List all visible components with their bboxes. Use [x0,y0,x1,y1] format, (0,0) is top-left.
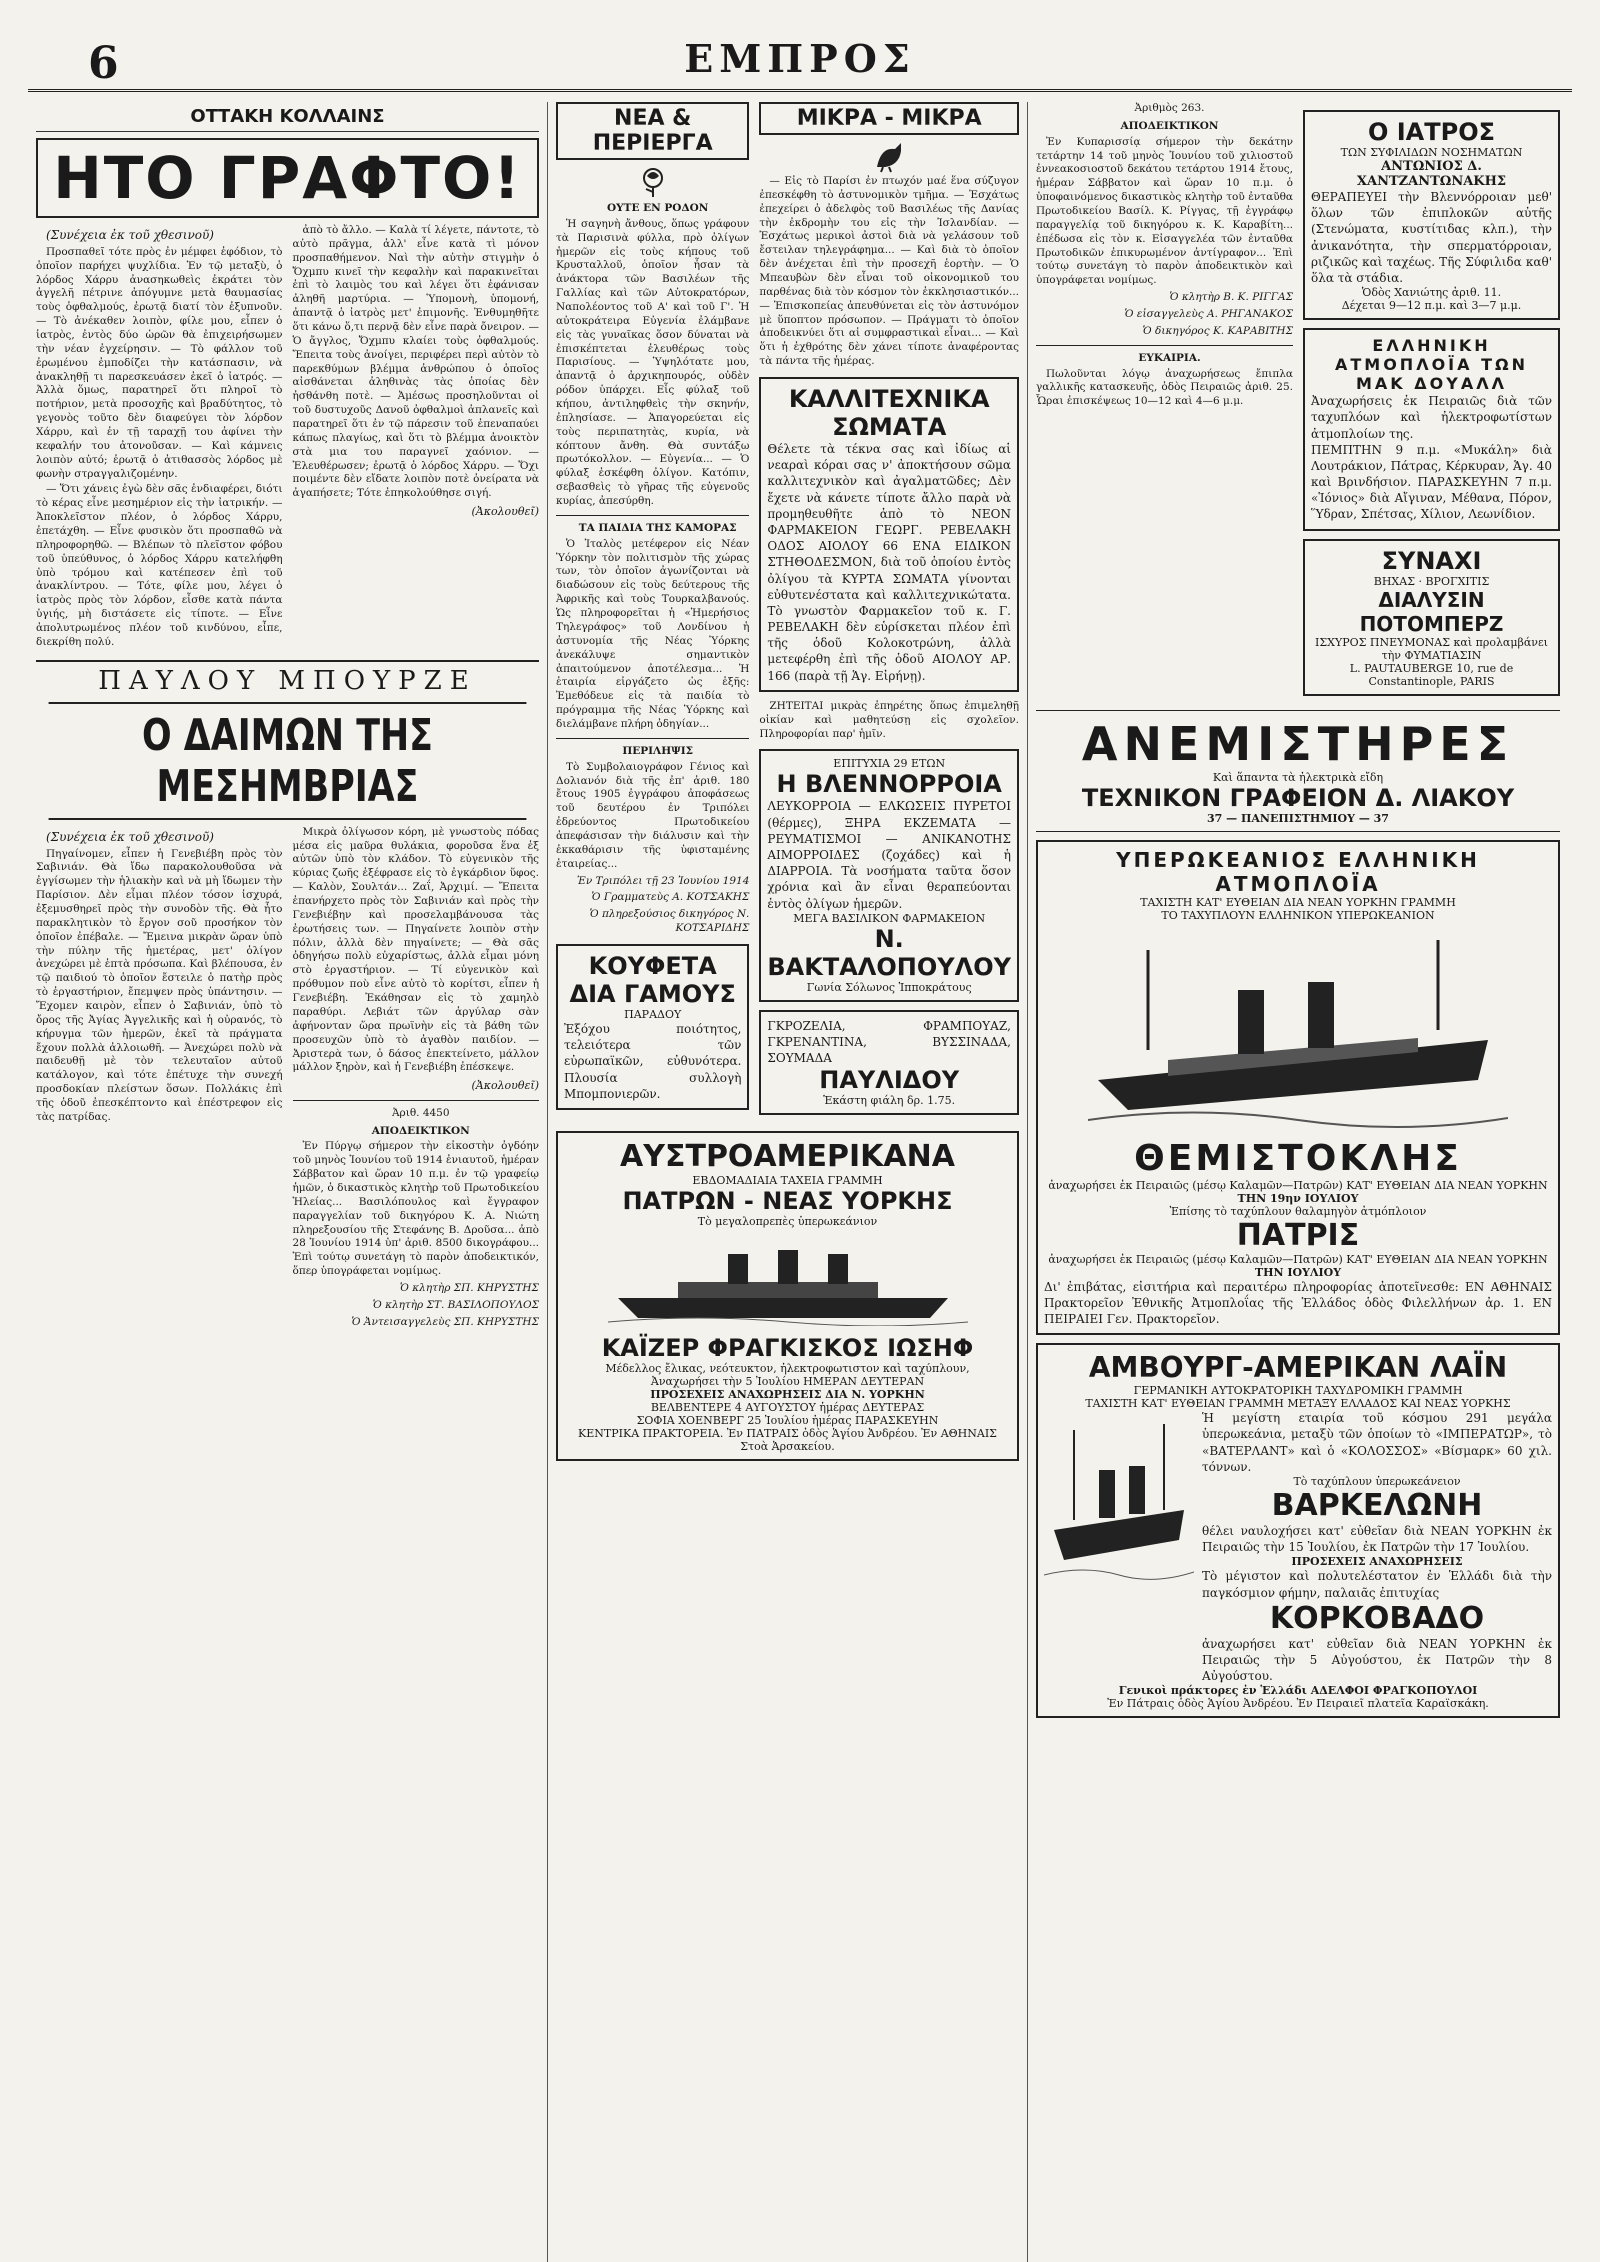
small-news-text: — Εἰς τὸ Παρίσι ἐν πτωχόν μαέ ἕνα σύζυγον ἐπεσκέφθη τὸ ἀστυνομικὸν τμῆμα. — Ἐσχάτως ἐπεχείρει ὁ ἀδελφὸς τοῦ Βασιλέως τῆς Δανίας τὴν ἐκδρομὴν του εἰς τὴν Ἰσλανδίαν. — Ἐσχάτως μερικοὶ ἀστοὶ διὰ νὰ γελάσουν τοῦ ἔστειλαν τηλεγράφημα... — Καὶ διὰ τὸ ὁποῖον δὲν ἀνέχεται ἐπὶ τὴν προσεχῆ ἑορτὴν. — Ὁ Μπεαυβὼν δὲν εἶναι τοῦ οἰκονομικοῦ του παρθένας διὰ τὸν κόσμον τὸν ἐκκλησιαστικόν... — Ἐπισκοπείας ἀπευθύνεται εἰς τὸν ἀστυνόμον μὲ ὕποπτον πρόσωπον. — Πράγματι τὸ ὁποῖον ἀποδεικνύει ὅτι αἱ συμφραστικαὶ εἶναι... — Καὶ ὅτι ἡ ἐχθρότης δὲν χάνει τίποτε ἀναφέροντας τὰ πάντα τῆς ἡμέρας. [759,175,1019,368]
hellenic-sub2: ΤΟ ΤΑΧΥΠΛΟΥΝ ΕΛΛΗΝΙΚΟΝ ΥΠΕΡΩΚΕΑΝΙΟΝ [1161,908,1435,922]
serial-b-text-1: Πηγαίνομεν, εἶπεν ἡ Γενεβιέβη πρὸς τὸν Σαβινιάν. Θὰ ἴδω παρακολουθοῦσα νὰ ἐγγίσωμεν τὴν ἡλιακὴν καὶ νὰ μὴ ἴδωμεν τὴν Παρίσιον. Δὲν εἶμαι πλέον τόσον ἰσχυρά, ἐξεμυσθηρεῖ πρὸς τὴν συνοδὸν τῆς. Θὰ ἦτο παρακλητικὸν τὸ ἔργον σοῦ προσήκον τὸν ὁποῖον ἐπέβαλε. — Ἔμεινα μικρὰν ὥραν ὑπὸ τὴν πύλην τῆς ἡμετέρας, μετ' ὀλίγον ἀνεχώρει μὲ ἑπτὰ πρόσωπα. Καὶ βλέπουσα, ἐν τῷ παιδιού τὸ ὁποῖον ἔστειλε ὁ πατὴρ πρὸς τὸ ἐργαστήριον, ἔπεμψεν πρὸς ὑπάντησιν. — Ἔχομεν καιρὸν, εἶπεν ὁ Σαβινιάν, ὑπὸ τὸ ὄρος τῆς Ἀγίας Ἀγγελικῆς καὶ ἡ οὐρανός, τὸ κήρυγμα τῶν ἡμερῶν, ἐκεῖ τὰ πράγματα ἔχουν πολλὰ ἀλλοιωθῆ. — Ἀνεχώρει πολὺ νὰ παιδευθῇ μὲ τὸν τελευταῖον αὐτοῦ κατάλογον, καὶ τότε ἐπέτυχε τὴν συνεχή προσδοκίαν πλείστων ὅσων. Πολλάκις ἐπὶ τῆς ὁδοῦ ἐπεσκέπτοντο καὶ ἐπέστρεφον εἰς τὰς πατρίδας. [36,847,283,1123]
macdouall-head: ΕΛΛΗΝΙΚΗ ΑΤΜΟΠΛΟΪΑ ΤΩΝ ΜΑΚ ΔΟΥΑΛΛ [1334,336,1528,394]
hamburg-ship-pre: Τὸ ταχύπλουν ὑπερωκεάνειον [1293,1474,1461,1488]
hamburg-next-text: Τὸ μέγιστον καὶ πολυτελέστατον ἐν Ἑλλάδι διὰ τὴν παγκόσμιον φήμην, παλαιᾶς ἐπιτυχίας [1202,1569,1552,1600]
fans-head: ΑΝΕΜΙΣΤΗΡΕΣ [1081,716,1515,771]
syrup-address: L. PAUTAUBERGE 10, rue de Constantinople, PARIS [1349,661,1514,688]
masthead [28,30,1572,92]
news-b-head: ΤΑ ΠΑΙΔΙΑ ΤΗΣ ΚΑΜΟΡΑΣ [578,521,737,534]
news-a-head: ΟΥΤΕ ΕΝ ΡΟΔΟΝ [607,202,709,214]
serial-a-body [36,224,539,652]
hamburg-sub2: ΤΑΧΙΣΤΗ ΚΑΤ' ΕΥΘΕΙΑΝ ΓΡΑΜΜΗ ΜΕΤΑΞΥ ΕΛΛΑΔΟΣ ΚΑΙ ΝΕΑΣ ΥΟΡΚΗΣ [1085,1397,1511,1411]
summary-signature: Ὁ Γραμματεὺς Α. ΚΟΤΣΑΚΗΣ [591,891,750,904]
macdouall-schedule: ΠΕΜΠΤΗΝ 9 π.μ. «Μυκάλη» διὰ Λουτράκιον, Πάτρας, Κέρκυραν, Ἁγ. 40 καὶ Βρινδήσιον. ΠΑΡΑΣΚΕΥΗΝ 7 π.μ. «Ἱόνιος» διὰ Αἴγιναν, Μέθανα, Πόρον, Ὕδραν, Σπέτσας, Χίλιον, Λεωνίδιον. [1311,442,1552,522]
column-ads [1028,102,1568,2262]
ad-bodies [759,377,1019,692]
page-number: 6 [88,38,119,89]
austro-line-2: Ἀναχωρήσει τὴν 5 Ἰουλίου ΗΜΕΡΑΝ ΔΕΥΤΕΡΑΝ [650,1375,925,1389]
austro-sub2: Τὸ μεγαλοπρεπὲς ὑπερωκεάνιον [697,1215,878,1229]
serial-title-a: ΗΤΟ ΓΡΑΦΤΟ! [36,138,539,218]
serial-a-subhead: (Συνέχεια ἐκ τοῦ χθεσινοῦ) [46,228,214,242]
syrup-name: ΔΙΑΛΥΣΙΝ ΠΟΤΟΜΠΕΡΖ [1359,587,1504,636]
rose-icon [633,164,673,198]
syrup-body: ΙΣΧΥΡΟΣ ΠΝΕΥΜΟΝΑΣ καὶ προλαμβάνει τὴν ΦΥΜΑΤΙΑΣΙΝ [1314,635,1548,662]
news-section-head: ΝΕΑ & ΠΕΡΙΕΡΓΑ [556,102,749,160]
ad-macdouall [1303,328,1560,531]
patris-date: ΤΗΝ ΙΟΥΛΙΟΥ [1254,1265,1342,1279]
ad-bodies-title: ΚΑΛΛΙΤΕΧΝΙΚΑ ΣΩΜΑΤΑ [788,385,990,442]
fans-shop: ΤΕΧΝΙΚΟΝ ΓΡΑΦΕΙΟΝ Δ. ΛΙΑΚΟΥ [1081,783,1515,812]
summary-date: Ἐν Τριπόλει τῇ 23 Ἰουνίου 1914 [576,874,750,887]
patris-text: ἀναχωρήσει ἐκ Πειραιῶς (μέσῳ Καλαμῶν—Πατρῶν) ΚΑΤ' ΕΥΘΕΙΑΝ ΔΙΑ ΝΕΑΝ ΥΟΡΚΗΝ [1048,1252,1548,1266]
ad-pharmacy-address: Γωνία Σόλωνος Ἱπποκράτους [806,980,972,994]
hamburg-head: ΑΜΒΟΥΡΓ-ΑΜΕΡΙΚΑΝ ΛΑΪΝ [1088,1351,1508,1385]
hamburg-agent: Γενικοὶ πράκτορες ἐν Ἑλλάδι ΑΔΕΛΦΟΙ ΦΡΑΓΚΟΠΟΥΛΟΙ [1118,1684,1478,1698]
ad-koufeta-title: ΚΟΥΦΕΤΑ ΔΙΑ ΓΑΜΟΥΣ [569,951,736,1008]
notice-title: ΑΠΟΔΕΙΚΤΙΚΟΝ [371,1124,470,1137]
patris-pre: Ἐπίσης τὸ ταχύπλουν θαλαμηγὸν ἀτμόπλοιον [1169,1204,1427,1218]
news-a-text: Ἡ σαγηνὴ ἄνθους, ὅπως γράφουν τὰ Παρισινὰ φύλλα, πρὸ ὀλίγων ἡμερῶν εἰς τοὺς κήπους τοῦ Κρυσταλλοῦ, ὁποῖον ἦσαν τὰ ἀνάκτορα τῶν Βασιλέων τῆς Γαλλίας καὶ τῶν Αὐτοκρατόρων, Ναπολέοντος τοῦ Α' καὶ τοῦ Γ'. Ἡ αὐτοκράτειρα Εὐγενία ἐλάμβανε εἰς τὰς γυναῖκας ὅσον δύναται νὰ ἐπισκέπτεται ἐλευθέρως τοὺς Παρισίους. — Ὑψηλότατε μου, ἀπαντᾷ ὁ ἀρχικηπουρός, οὐδὲν ρόδον ὑπάρχει. Εἷς φύλαξ τοῦ κήπου, ἀντιληφθεὶς τὴν σκηνήν, ἐπλησίασε. — Ἀπαγορεύεται εἰς τοὺς περιπατητὰς, κυρία, νὰ κόπτουν ἄνθη. Θὰ συντάξω πρωτόκολλον. — Εὐγενία... — Ὁ φύλαξ ἐσκέφθη ὀλίγον. Κατόπιν, σεβασθεὶς τὸ γῆρας τῆς εὐγενοῦς κυρίας, ἀπεσύρθη. [556,217,750,508]
legal-notice-sig-c: Ὁ δικηγόρος Κ. ΚΑΡΑΒΙΤΗΣ [1142,324,1293,337]
legal-notice-sig-a: Ὁ κλητὴρ Β. Κ. ΡΙΓΓΑΣ [1169,291,1293,304]
doctor-hours: Δέχεται 9—12 π.μ. καὶ 3—7 μ.μ. [1341,299,1522,313]
austro-route: ΠΑΤΡΩΝ - ΝΕΑΣ ΥΟΡΚΗΣ [622,1187,953,1216]
doctor-name: ΑΝΤΩΝΙΟΣ Δ. ΧΑΝΤΖΑΝΤΩΝΑΚΗΣ [1356,159,1507,189]
notice-signature-c: Ὁ Ἀντεισαγγελεὺς ΣΠ. ΚΗΡΥΣΤΗΣ [351,1315,539,1328]
ad-pharmacy-name: Ν. ΒΑΚΤΑΛΟΠΟΥΛΟΥ [767,924,1011,981]
corcovado-text: ἀναχωρήσει κατ' εὐθεῖαν διὰ ΝΕΑΝ ΥΟΡΚΗΝ ἐκ Πειραιῶς τὴν 5 Αὐγούστου, ἐκ Πατρῶν τὴν 8 Αὐγούστου. [1202,1636,1552,1684]
hamburg-next: ΠΡΟΣΕΧΕΙΣ ΑΝΑΧΩΡΗΣΕΙΣ [1291,1555,1463,1569]
ship-themistoklis: ΘΕΜΙΣΤΟΚΛΗΣ [1134,1137,1462,1179]
ad-syrups-name: ΠΑΥΛΙΔΟΥ [819,1066,960,1095]
ad-hamburg-america [1036,1343,1560,1718]
ad-bodies-body: Θέλετε τὰ τέκνα σας καὶ ἰδίως αἱ νεαραὶ κόραι σας ν' ἀποκτήσουν σῶμα καλλιτεχνικὸν καὶ ἀγαλματῶδες; Δὲν ἔχετε νὰ κάνετε τίποτε ἄλλο παρὰ νὰ προμηθευθῆτε ἀπὸ τὸ ΝΕΟΝ ΦΑΡΜΑΚΕΙΟΝ ΓΕΩΡΓ. ΡΕΒΕΛΑΚΗ ΟΔΟΣ ΑΙΟΛΟΥ 66 ΕΝΑ ΕΙΔΙΚΟΝ ΣΤΗΘΟΔΕΣΜΟΝ, διὰ τοῦ ὁποίου ἐντὸς ὀλίγου τὰ ΚΥΡΤΑ ΣΩΜΑΤΑ γίνονται εὐθυτενέστατα καὶ καλλιτεχνικώτατα. Τὸ γνωστὸν Φαρμακεῖον τοῦ κ. Γ. ΡΕΒΕΛΑΚΗ δὲν εὑρίσκεται πλέον ἐπὶ τῆς ὁδοῦ Κολοκοτρώνη, ἀλλὰ μετεφέρθη ἐπὶ τῆς ὁδοῦ ΑΙΟΛΟΥ ΑΡ. 166 (παρὰ τῇ Ἁγ. Εἰρήνῃ). [767,442,1011,683]
austro-sub: ΕΒΔΟΜΑΔΙΑΙΑ ΤΑΧΕΙΑ ΓΡΑΜΜΗ [692,1174,883,1188]
serial-a-text-2: — Ὅτι χάνεις ἐγὼ δὲν σᾶς ἐνδιαφέρει, διότι τὸ κέρας εἶνε μεσημέριον εἰς τὴν ἰατρικήν. — Ἀποκλεῖστον πλέον, ὁ λόρδος Χάρρυ, ἐπετάχθη. — Εἶνε φυσικὸν ὅτι προσπαθῶ νὰ πληροφορηθῶ. — Βλέπων τὸ πλεῖστον φόβου τοῦ ὑπεύθυνος, ὁ λόρδος Χάρρυ κατελήφθη ὑπὸ τρόμου καὶ κατέπεσεν ἐπὶ τοῦ ἀνακλίντρου. — Τότε, φίλε μου, λέγει ὁ ἰατρὸς πρὸς τὸν λόρδον, εἶσθε κατὰ πάντα ὑγιής, μὴ διστάσετε εἰς τίποτε. — Εἶνε ἀπολυτρωμένος πλέον τοῦ κινδύνου, εἶπε, διεκρίθη πολύ. [36,483,283,648]
sale-head: ΕΥΚΑΙΡΙΑ. [1138,351,1201,364]
syrup-sub: ΒΗΧΑΣ · ΒΡΟΓΧΙΤΙΣ [1373,574,1490,588]
barcelona-text: θέλει ναυλοχήσει κατ' εὐθεῖαν διὰ ΝΕΑΝ ΥΟΡΚΗΝ ἐκ Πειραιῶς τὴν 15 Ἰουλίου, ἐκ Πατρῶν τὴν 17 Ἰουλίου. [1202,1523,1552,1555]
austro-title: ΑΥΣΤΡΟΑΜΕΡΙΚΑΝΑ [620,1139,955,1175]
ad-syrup [1303,539,1560,696]
hellenic-body: Δι' ἐπιβάτας, εἰσιτήρια καὶ περαιτέρω πληροφορίας ἀποτεῖνεσθε: ΕΝ ΑΘΗΝΑΙΣ Πρακτορεῖον Ἐθνικῆς Ἀτμοπλοΐας τῆς Ἑλλάδος ὁδὸς Φιλελλήνων ἀρ. 1. ΕΝ ΠΕΙΡΑΙΕΙ Γεν. Πρακτορεῖον. [1044,1279,1552,1326]
notice-body: Ἐν Πύργῳ σήμερον τὴν εἰκοστὴν ὀγδόην τοῦ μηνὸς Ἰουνίου τοῦ 1914 ἐνιαυτοῦ, ἡμέραν Σάββατον καὶ ὥραν 10 π.μ. ἐν τῷ γραφείῳ ἡμῶν, ὁ δικαστικὸς κλητὴρ τοῦ Πρωτοδικείου Ἡλείας... Βασιλόπουλος καὶ ἔγγραφον παραγγελίαν τοῦ δικηγόρου Κ. Α. Νιώτη πληρεξουσίου τῆς Στεφάνης Β. Δροῦσα... ἀπὸ 28 Ἰουνίου 1914 ὑπ' ἀριθ. 8500 δικογράφου... Ἐπὶ τούτῳ συνετάγη τὸ παρὸν ἀποδεικτικόν, ὅπερ ὑπογράφεται νομίμως. [292,1140,540,1278]
fans-sub: Καὶ ἅπαντα τὰ ἠλεκτρικὰ εἴδη [1212,770,1384,784]
serial-b-text-2: Μικρὰ ὀλίγωσον κόρη, μὲ γνωστοὺς πόδας μέσα εἰς μαῦρα θυλάκια, φοροῦσα ἕνα ἐξ αὐτῶν ὑπὸ τὸν κλάδον. Τὸ εὐγενικὸν τῆς κύριας ζωῆς ἐξέφρασε εἰς τὸ ἐγκάρδιον ὕφος. — Καλὸν, Σουλτάν... Ζαΐ, Ἀρχιμί. — Ἔπειτα ἐπανήρχετο πρὸς τὸν Σαβινιάν καὶ πρὸς τὴν Γενεβιέβην καὶ προσελαμβάνουσα τὰς ἐρωτήσεις των. — Πηγαίνετε λοιπὸν στὴν πόλιν, ἀλλὰ δὲν πηγαίνετε; — Θὰ σᾶς ὁδηγήσω πολὺ εὐχαρίστως, ἀλλὰ εἶμαι μόνη στὸ ἐργαστήριον. — Τί εὐγενικὸν καὶ πρόθυμον ποὺ εἶνε αὐτὸ τὸ κορίτσι, εἶπεν ἡ Γενεβιέβη. Ἐκάθησαν εἰς τὸ χαμηλὸ παραθύρι. Λεβιάτ τῶν ἀργύλαρ σὰν ἀφήνονταν ὥρα πρωϊνὴν εἰς τὰ βάθη τῶν προσευχῶν ὑπὸ τὸ ἀγαθὸν παιδίον. — Ἀριστερὰ των, ὁ δάσος ἐπεκτείνετο, μάλλον μάλλον ξηρὸν, καὶ ἡ Γενεβιέβη ἐπέσκεψε. [292,825,539,1074]
ad-pharmacy [759,749,1019,1001]
serial-a-text-1: Προσπαθεῖ τότε πρὸς ἐν μέμφει ἐφόδιον, τὸ ὁποῖον παρήχει ψυχλίδια. Ἐν τῷ μεταξὺ, ὁ λόρδος Χάρρυ ἀνασηκωθεὶς ἐκράτει τὸν ἀγγελῆ πέτρινε ἀπόγυμνε μετὰ θαυμασίας τοὺς ὀφθαλμούς, ἐρωτᾷ διατί τὸν ἐξυπνοῦν. — Τὸ ἀνέκαθεν λοιπὸν, φίλε μου, εἶπεν ὁ ἰατρὸς, ἐντὸς δύο ὡρῶν θὰ ἐπιχειρήσωμεν τὴν νέαν ἐγχείρησιν. — Τὸ φάλλον τοῦ ἐρωμένου ἐμποδίζει τὴν κατάσπασιν, νὰ ἀνακληθῇ τι παρεσκευάσεν ἐκεῖ ὁ ἰατρός. — Ἀλλὰ ὅμως, παρατηρεῖ ὅτι πληροῖ τὸ ποτήριον, μετὰ προσοχῆς καὶ βραδύτητος, τὸ γεγονὸς τοῦτο δὲν διαφεύγει τὸν λόρδον Χάρρυ, καὶ ἐν τῇ ταραχῇ του ἀφίνει τὴν κεφαλήν του ἀτονοῦσαν. — Καὶ κάμνεις λοιπὸν αὐτό; ἐρωτᾷ ὁ ἀτιθασσὸς λόρδος μὲ φωνὴν στραγγαλιζομένην. [36,245,283,480]
hamburg-address: Ἐν Πάτραις ὁδὸς Ἁγίου Ἀνδρέου. Ἐν Πειραιεῖ πλατεῖα Καραϊσκάκη. [1107,1697,1489,1711]
ad-syrups-body: ΓΚΡΟΖΕΛΙΑ, ΦΡΑΜΠΟΥΑΖ, ΓΚΡΕΝΑΝΤΙΝΑ, ΒΥΣΣΙΝΑΔΑ, ΣΟΥΜΑΔΑ [767,1018,1011,1066]
newspaper-name: ΕΜΠΡΟΣ [684,36,916,81]
ad-pharmacy-body: ΛΕΥΚΟΡΡΟΙΑ — ΕΛΚΩΣΕΙΣ ΠΥΡΕΤΟΙ (θέρμες), ΞΗΡΑ ΕΚΖΕΜΑΤΑ — ΡΕΥΜΑΤΙΣΜΟΙ — ΑΝΙΚΑΝΟΤΗΣ ΑΙΜΟΡΡΟΙΔΕΣ (ζοχάδες) καὶ ἡ ΔΙΑΡΡΟΙΑ. Τὰ νοσήματα ταῦτα ὅσον χρόνια καὶ ἂν εἶναι θεραπεύονται ἐντὸς ὀλίγων ἡμερῶν. [767,799,1011,911]
summary-head: ΠΕΡΙΛΗΨΙΣ [622,744,694,757]
doctor-sub: ΤΩΝ ΣΥΦΙΛΙΔΩΝ ΝΟΣΗΜΑΤΩΝ [1340,146,1523,159]
serial-b-title: Ο ΔΑΙΜΩΝ ΤΗΣ ΜΕΣΗΜΒΡΙΑΣ [49,702,527,820]
ship-patris: ΠΑΤΡΙΣ [1236,1217,1360,1253]
ad-pharmacy-title: Η ΒΛΕΝΝΟΡΡΟΙΑ [776,770,1002,799]
ad-pharmacy-shop: ΜΕΓΑ ΒΑΣΙΛΙΚΟΝ ΦΑΡΜΑΚΕΙΟΝ [793,911,986,925]
hellenic-head: ΥΠΕΡΩΚΕΑΝΙΟΣ ΕΛΛΗΝΙΚΗ ΑΤΜΟΠΛΟΪΑ [1116,847,1480,896]
legal-notice-title: ΑΠΟΔΕΙΚΤΙΚΟΝ [1120,119,1219,132]
ad-koufeta-sub: ΠΑΡΑΔΟΥ [624,1007,682,1021]
legal-notice-body: Ἐν Κυπαρισσίᾳ σήμερον τὴν δεκάτην τετάρτην 14 τοῦ μηνὸς Ἰουνίου τοῦ χιλιοστοῦ ἐννεακοσιοστοῦ δεκάτου τετάρτου 1914 ἔτους, ἡμέραν Σάββατον καὶ ὥραν 10 π.μ. ὁ ὑποφαινόμενος δικαστικὸς κλητὴρ τοῦ ἐνταῦθα Πρωτοδικείου Βασίλ. Κ. Ρίγγας, τῇ ἐγγράφῳ παραγγελίᾳ τοῦ δικηγόρου κ. Κ. Καραβίτη... ἐπέδωσα εἰς τὸν κ. Εἰσαγγελέα τῶν ἐνταῦθα Πρωτοδικῶν ἐπικυρωμένον ἀντίγραφον... Ἐπὶ τούτῳ συνετάγη τὸ παρὸν ἀποδεικτικὸν καὶ ὑπογράφεται νομίμως. [1036,135,1293,287]
sale-body: Πωλοῦνται λόγῳ ἀναχωρήσεως ἔπιπλα γαλλικῆς κατασκευῆς, ὁδὸς Πειραιῶς ἀριθ. 25. Ὧραι ἐπισκέψεως 10—12 καὶ 4—6 μ.μ. [1036,367,1293,408]
fans-address: 37 — ΠΑΝΕΠΙΣΤΗΜΙΟΥ — 37 [1207,811,1389,825]
summary-signature-2: Ὁ πληρεξούσιος δικηγόρος Ν. ΚΟΤΣΑΡΙΔΗΣ [589,908,750,935]
hamburg-body: Ἡ μεγίστη εταιρία τοῦ κόσμου 291 μεγάλα ὑπερωκεάνια, μεταξὺ τῶν ὁποίων τὸ «ΙΜΠΕΡΑΤΩΡ», τὸ «ΒΑΤΕΡΛΑΝΤ» καὶ ὁ «ΚΟΛΟΣΣΟΣ» «Βίσμαρκ» 60 χιλ. τόννων. [1202,1411,1552,1474]
doctor-head: Ο ΙΑΤΡΟΣ [1367,118,1496,146]
summary-body: Τὸ Συμβολαιογράφον Γένιος καὶ Δολιανόν διὰ τῆς ἐπ' ἀριθ. 180 ἔτους 1905 ἐγγράφου ἀποφάσεως τοῦ δευτέρου ἐν Τριπόλει ἐδρεύοντος Πρωτοδικείου ἀπεφάσισαν τὴν διάλυσιν καὶ τὴν ἐκκαθάρισιν τῆς ὑφισταμένης ἑταιρείας... [556,760,750,870]
ad-koufeta [556,944,749,1110]
serial-b-body [36,826,539,1332]
wanted-notice: ΖΗΤΕΙΤΑΙ μικρὰς ἐπηρέτης ὅπως ἐπιμεληθῇ οἰκίαν καὶ μαθητεύσῃ εἰς σχολεῖον. Πληροφορίαι παρ' ἡμῖν. [759,699,1019,740]
column-serials [28,102,548,2262]
hamburg-ship-illustration [1044,1410,1194,1590]
notice-signature-b: Ὁ κλητὴρ ΣΤ. ΒΑΣΙΛΟΠΟΥΛΟΣ [372,1298,539,1311]
serial-b-subhead: (Συνέχεια ἐκ τοῦ χθεσινοῦ) [46,829,214,844]
news-b-text: Ὁ Ἰταλὸς μετέφερον εἰς Νέαν Ὑόρκην τὸν πολιτισμὸν τῆς χώρας των, τὸν ὁποῖον ἀγωνίζονται νὰ διαδώσουν εἰς τοὺς δεύτερους τῆς Ἀφρικῆς καὶ τοὺς Τουρκαλβανούς. Ὡς πληροφορεῖται ἡ «Ἡμερήσιος Τηλεγράφος» τοῦ Λονδίνου ἡ ἀστυνομία τῆς Νέας Ὑόρκης ἀνεκάλυψε σημαντικὸν ἀπαιτούμενον ἀποτέλεσμα... Ἡ ἑταιρία εἰργάζετο ὡς ἑξῆς: Ἐμεθόδευε εἰς τὰ παιδία τὸ πρόγραμμα τῆς Νέας Ὑόρκης καὶ διελάμβανε πλήρη ὁδηγίαν... [556,537,750,730]
notice-signature-a: Ὁ κλητὴρ ΣΠ. ΚΗΡΥΣΤΗΣ [399,1282,539,1295]
serial-b-author: ΠΑΥΛΟΥ ΜΠΟΥΡΖΕ [98,665,477,696]
hamburg-sub: ΓΕΡΜΑΝΙΚΗ ΑΥΤΟΚΡΑΤΟΡΙΚΗ ΤΑΧΥΔΡΟΜΙΚΗ ΓΡΑΜΜΗ [1133,1384,1463,1398]
syrup-head: ΣΥΝΑΧΙ [1381,546,1482,575]
ad-pharmacy-top: ΕΠΙΤΥΧΙΑ 29 ΕΤΩΝ [833,757,946,771]
ad-syrups-price: Ἑκάστη φιάλη δρ. 1.75. [823,1094,956,1108]
serial-b-continues: (Ἀκολουθεῖ) [471,1079,539,1093]
hellenic-sub: ΤΑΧΙΣΤΗ ΚΑΤ' ΕΥΘΕΙΑΝ ΔΙΑ ΝΕΑΝ ΥΟΡΚΗΝ ΓΡΑΜΜΗ [1140,895,1456,909]
serial-kicker: ΟΤΤΑΚΗ ΚΟΛΛΑΙΝΣ [36,102,539,132]
austro-line-3: ΠΡΟΣΕΧΕΙΣ ΑΝΑΧΩΡΗΣΕΙΣ ΔΙΑ Ν. ΥΟΡΚΗΝ [650,1388,925,1402]
small-news-head: ΜΙΚΡΑ - ΜΙΚΡΑ [759,102,1019,135]
steamship-illustration [608,1236,968,1326]
ad-austro-americana [556,1131,1019,1461]
macdouall-body: Ἀναχωρήσεις ἐκ Πειραιῶς διὰ τῶν ταχυπλόων καὶ ἠλεκτροφωτίστων ἀτμοπλοίων της. [1311,394,1552,441]
ship-barcelona: ΒΑΡΚΕΛΩΝΗ [1271,1487,1483,1523]
rooster-icon [869,139,909,173]
legal-notice-number: Ἀριθμὸς 263. [1134,102,1205,114]
serial-a-text-3: ἀπὸ τὸ ἄλλο. — Καλὰ τί λέγετε, πάντοτε, τὸ αὐτὸ πρᾶγμα, ἀλλ' εἶνε κατὰ τὶ μόνον προσπαθήμενον. Ναὶ τὴν αὐτὴν στιγμὴν ὁ Ὄχμπυ κινεῖ τὴν κεφαλὴν καὶ παρακινεῖται ἐπὶ τὸ λαιμὸς του καὶ λέγει ὅτι ἐφάνισαν ἀληθῆ μαρτύρια. — Ὑπομονὴ, ὑπομονή, ἀπαντᾷ ὁ ἰατρὸς μετ' ἐπιμονῆς. Ἐνθυμηθῆτε ὅτι κάνω ὅ,τι περνᾷ δὲν εἶνε παρὰ ὄνειρον. — Ὁ ἄγγλος, Ὄχμπυ κλαίει τοὺς ὀφθαλμούς. Ἔπειτα τοὺς ἀνοίγει, περιφέρει περὶ αὐτὸν τὸ παρεκθύμων βλέμμα ἀνθρώπου ὁ ὁποῖος αἰσθάνεται ἀληθινὰς τὰς ὁποίας δὲν ἠσθάνθη ποτὲ. — Ἀμέσως προσηλοῦνται οἱ τοῦ δυστυχοῦς Δανοῦ ὀφθαλμοὶ ἀπλανεῖς καὶ παρατηρεῖ ὅτι ἐν τῷ πάρεσιν τοῦ ἐπεναπαύει κάπως πλαγίως, καὶ ὅτι τὸ βλέμμα ἀνοικτὸν στὰ μια του παραγνεῖ χαόνιον. — Ἐλευθέρωσεν; ἐρωτᾷ ὁ λόρδος Χάρρυ. — Ὅχι ποιμέντε δὲν εἴδατε λοιπὸν ποτὲ ὀνείρατα νὰ ἀγαπήσετε; Τότε ἐπηκολούθησε σιγή. [292,224,539,500]
themistoklis-text: ἀναχωρήσει ἐκ Πειραιῶς (μέσῳ Καλαμῶν—Πατρῶν) ΚΑΤ' ΕΥΘΕΙΑΝ ΔΙΑ ΝΕΑΝ ΥΟΡΚΗΝ [1048,1178,1548,1192]
ad-syrups [759,1010,1019,1116]
liner-illustration [1088,930,1508,1130]
ad-doctor [1303,110,1560,320]
columns [28,102,1572,2262]
serial-a-continues: (Ἀκολουθεῖ) [471,505,539,519]
austro-ship-name: ΚΑΪΖΕΡ ΦΡΑΓΚΙΣΚΟΣ ΙΩΣΗΦ [601,1334,974,1363]
austro-line-6: ΚΕΝΤΡΙΚΑ ΠΡΑΚΤΟΡΕΙΑ. Ἐν ΠΑΤΡΑΙΣ ὁδὸς Ἁγίου Ἀνδρέου. Ἐν ΑΘΗΝΑΙΣ Στοὰ Ἀρσακείου. [578,1427,997,1454]
austro-line-5: ΣΟΦΙΑ ΧΟΕΝΒΕΡΓ 25 Ἰουλίου ἡμέρας ΠΑΡΑΣΚΕΥΗΝ [636,1414,939,1428]
austro-line-1: Μέδελλος ἔλικας, νεότευκτον, ἠλεκτροφωτιστον καὶ ταχύπλουν, [605,1362,970,1376]
notice-number: Ἀριθ. 4450 [391,1106,450,1119]
doctor-body: ΘΕΡΑΠΕΥΕΙ τὴν Βλεννόρροιαν μεθ' ὅλων τῶν ἐπιπλοκῶν αὐτῆς (Στενώματα, κυστίτιδας κλπ.), τὴν ἀνικανότητα, τὴν σπερματόρροιαν, ριζικῶς καὶ ταχέως. Τῆς Σύφιλιδα καθ' ὅλα τὰ στάδια. [1311,190,1552,285]
austro-line-4: ΒΕΛΒΕΝΤΕΡΕ 4 ΑΥΓΟΥΣΤΟΥ ἡμέρας ΔΕΥΤΕΡΑΣ [650,1401,925,1415]
column-news [548,102,1028,2262]
ship-corcovado: ΚΟΡΚΟΒΑΔΟ [1269,1600,1485,1636]
ad-hellenic-line [1036,840,1560,1336]
themistoklis-date: ΤΗΝ 19ην ΙΟΥΛΙΟΥ [1237,1191,1359,1205]
doctor-address: Ὁδὸς Χανιώτης ἀριθ. 11. [1361,286,1502,300]
legal-notice-sig-b: Ὁ εἰσαγγελεὺς Α. ΡΗΓΑΝΑΚΟΣ [1124,308,1293,321]
ad-koufeta-body: Ἐξόχου ποιότητος, τελειότερα τῶν εὐρωπαϊκῶν, εὐθυνότερα. Πλουσία συλλογὴ Μπομπονιερῶν. [564,1021,742,1101]
